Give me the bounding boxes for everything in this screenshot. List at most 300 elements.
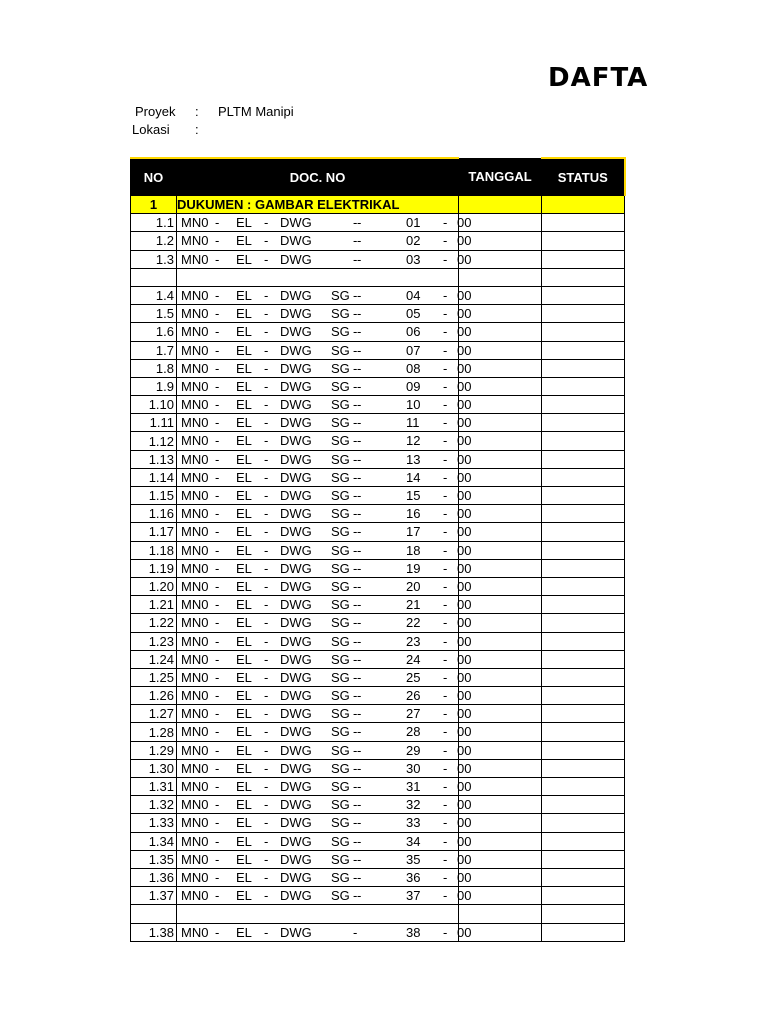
doc-number-part: - [357,506,362,522]
doc-number-cell [177,523,472,541]
section-status-cell [542,196,625,214]
status-cell [542,286,625,304]
doc-number-cell [177,850,472,868]
status-cell [542,759,625,777]
doc-number-part: DWG [280,742,312,758]
doc-number-part: - [443,542,448,558]
doc-number-part: EL [236,233,252,249]
row-number: 1.28 [131,723,177,741]
doc-number-part: - [353,397,358,413]
doc-number-part: - [443,306,448,322]
row-number: 1.14 [131,468,177,486]
doc-number-cell [177,778,472,796]
doc-number-part: - [264,578,269,594]
doc-number-part: - [353,324,358,340]
doc-number-part: - [353,797,358,813]
table-row [131,286,625,304]
doc-number-part: - [357,797,362,813]
doc-number-part: - [357,815,362,831]
status-cell [542,868,625,886]
doc-number-part: - [443,360,448,376]
doc-number-part: SG [331,597,350,613]
doc-number-part: SG [331,706,350,722]
doc-number-part: DWG [280,342,312,358]
doc-number-part: 00 [457,560,472,576]
doc-number-part: 32 [406,797,421,813]
doc-number-part: SG [331,869,350,885]
doc-number-part: - [443,833,448,849]
doc-number-part: - [357,651,362,667]
doc-number-part: - [443,324,448,340]
table-row [131,468,625,486]
table-row [131,850,625,868]
doc-number-part: - [353,287,358,303]
doc-number-part: EL [236,306,252,322]
doc-number-part: 03 [406,251,421,267]
doc-number-part: - [264,560,269,576]
status-cell [542,596,625,614]
doc-number-part: - [215,633,220,649]
doc-number-part: EL [236,469,252,485]
doc-number-part: EL [236,615,252,631]
doc-number-cell [177,723,472,741]
status-cell [542,250,625,268]
doc-number-part: - [353,378,358,394]
status-cell [542,905,625,923]
doc-number-part: MN0 [181,306,209,322]
doc-number-part: EL [236,524,252,540]
doc-number-part: - [443,724,448,740]
doc-number-part: MN0 [181,742,209,758]
doc-number-cell [177,541,472,559]
table-row [131,232,625,250]
doc-number-part: DWG [280,578,312,594]
doc-number-part: - [357,742,362,758]
status-cell [542,505,625,523]
doc-number-part: EL [236,797,252,813]
doc-number-part: 00 [457,888,472,904]
row-number: 1.33 [131,814,177,832]
doc-number-part: 14 [406,469,421,485]
row-number: 1.17 [131,523,177,541]
doc-number-part: - [264,233,269,249]
doc-number-part: 00 [457,324,472,340]
doc-number-part: - [215,306,220,322]
doc-number-part: - [443,397,448,413]
doc-number-part: - [264,597,269,613]
status-cell [542,268,625,286]
doc-number-cell [177,687,472,705]
doc-number-part: - [264,669,269,685]
table-row [131,614,625,632]
doc-number-part: EL [236,506,252,522]
doc-number-part: - [264,706,269,722]
doc-number-part: DWG [280,888,312,904]
doc-number-part: - [215,287,220,303]
status-cell [542,723,625,741]
doc-number-part: 00 [457,506,472,522]
table-row [131,905,625,923]
doc-number-part: MN0 [181,888,209,904]
doc-number-part: - [215,578,220,594]
doc-number-part: - [264,888,269,904]
doc-number-part: EL [236,815,252,831]
project-separator: : [195,104,199,119]
doc-number-part: MN0 [181,469,209,485]
table-row [131,778,625,796]
doc-number-part: 07 [406,342,421,358]
doc-number-part: SG [331,397,350,413]
doc-number-part: - [443,760,448,776]
doc-number-part: - [215,651,220,667]
doc-number-part: - [353,651,358,667]
doc-number-part: SG [331,378,350,394]
doc-number-part: SG [331,760,350,776]
doc-number-part: - [353,779,358,794]
doc-number-part: DWG [280,815,312,831]
row-number: 1.24 [131,650,177,668]
doc-number-part: - [264,688,269,704]
table-row [131,887,625,905]
doc-number-part: 00 [457,797,472,813]
doc-number-part: 27 [406,706,421,722]
doc-number-part: EL [236,742,252,758]
doc-number-part: SG [331,506,350,522]
table-row [131,341,625,359]
doc-number-part: - [443,615,448,631]
doc-number-part: - [215,779,220,794]
row-number: 1.35 [131,850,177,868]
doc-number-part: - [443,287,448,303]
doc-number-part: DWG [280,633,312,649]
doc-number-part: - [264,924,269,940]
doc-number-part: 00 [457,451,472,467]
doc-number-cell [177,559,472,577]
doc-number-part: - [215,215,220,231]
doc-number-part: - [215,560,220,576]
table-row [131,487,625,505]
doc-number-cell [177,414,472,432]
doc-number-part: - [353,542,358,558]
table-row [131,741,625,759]
row-number: 1.1 [131,214,177,232]
doc-number-cell [177,377,472,395]
doc-number-part: - [215,451,220,467]
doc-number-part: - [264,469,269,485]
doc-number-part: - [353,233,358,249]
doc-number-part: EL [236,287,252,303]
row-number: 1.16 [131,505,177,523]
doc-number-part: DWG [280,469,312,485]
doc-number-part: MN0 [181,669,209,685]
doc-number-part: - [357,560,362,576]
doc-number-cell [177,614,472,632]
doc-number-part: - [443,578,448,594]
doc-number-part: - [264,215,269,231]
doc-number-cell [177,432,472,450]
doc-number-part: MN0 [181,869,209,885]
status-cell [542,632,625,650]
doc-number-part: - [353,833,358,849]
status-cell [542,487,625,505]
row-number: 1.34 [131,832,177,850]
doc-number-cell [177,359,472,377]
doc-number-part: SG [331,888,350,904]
doc-number-part: DWG [280,215,312,231]
doc-number-part: - [353,578,358,594]
doc-number-cell [177,505,472,523]
doc-number-part: - [357,433,362,449]
doc-number-part: 00 [457,706,472,722]
doc-number-part: - [353,342,358,358]
doc-number-part: EL [236,851,252,867]
table-row [131,323,625,341]
doc-number-cell [177,796,472,814]
doc-number-part: - [353,451,358,467]
doc-number-part: EL [236,869,252,885]
doc-number-part: 00 [457,760,472,776]
doc-number-part: - [264,397,269,413]
doc-number-part: - [443,706,448,722]
doc-number-part: 00 [457,724,472,740]
status-cell [542,668,625,686]
doc-number-part: - [215,342,220,358]
doc-number-part: EL [236,560,252,576]
doc-number-part: - [215,669,220,685]
doc-number-part: - [443,597,448,613]
doc-number-part: DWG [280,378,312,394]
doc-number-cell [177,741,472,759]
doc-number-part: - [215,888,220,904]
doc-number-part: - [353,215,358,231]
doc-number-part: 00 [457,924,472,940]
table-row [131,650,625,668]
doc-number-part: - [443,469,448,485]
doc-number-part: - [443,851,448,867]
doc-number-part: - [264,306,269,322]
doc-number-part: - [215,742,220,758]
doc-number-part: EL [236,760,252,776]
doc-number-part: SG [331,851,350,867]
doc-number-cell [177,650,472,668]
status-cell [542,887,625,905]
doc-number-part: DWG [280,869,312,885]
doc-number-cell [177,705,472,723]
row-number: 1.7 [131,341,177,359]
doc-number-part: - [264,378,269,394]
doc-number-cell [177,305,472,323]
doc-number-part: - [357,287,362,303]
table-row [131,632,625,650]
row-number: 1.5 [131,305,177,323]
doc-number-part: - [357,469,362,485]
doc-number-part: 00 [457,433,472,449]
doc-number-part: SG [331,342,350,358]
doc-number-part: - [215,706,220,722]
status-cell [542,614,625,632]
doc-number-part: - [353,706,358,722]
row-number: 1.4 [131,286,177,304]
doc-number-part: - [353,415,358,431]
doc-number-part: - [353,815,358,831]
doc-number-part: - [353,360,358,376]
doc-number-part: - [357,888,362,904]
table-row [131,268,625,286]
status-cell [542,232,625,250]
doc-number-part: - [443,233,448,249]
doc-number-part: 00 [457,524,472,540]
doc-number-part: - [215,724,220,740]
doc-number-part: SG [331,651,350,667]
doc-number-cell [177,323,472,341]
doc-number-part: - [357,706,362,722]
doc-number-part: DWG [280,233,312,249]
doc-number-part: EL [236,415,252,431]
doc-number-part: EL [236,215,252,231]
doc-number-part: - [264,360,269,376]
doc-number-part: 16 [406,506,421,522]
doc-number-part: - [264,633,269,649]
doc-number-part: DWG [280,597,312,613]
doc-number-part: SG [331,688,350,704]
doc-number-part: - [215,469,220,485]
doc-number-cell [177,286,472,304]
doc-number-part: - [215,415,220,431]
doc-number-part: - [443,506,448,522]
doc-number-part: 22 [406,615,421,631]
header-no: NO [131,158,177,196]
doc-number-part: - [357,488,362,503]
table-row [131,814,625,832]
table-row [131,868,625,886]
doc-number-part: 18 [406,542,421,558]
doc-number-part: - [443,633,448,649]
doc-number-part: DWG [280,287,312,303]
doc-number-part: - [353,524,358,540]
table-row [131,359,625,377]
doc-number-part: 17 [406,524,421,540]
doc-number-part: SG [331,779,350,794]
status-cell [542,796,625,814]
doc-number-part: DWG [280,615,312,631]
doc-number-part: - [443,815,448,831]
doc-number-part: - [357,542,362,558]
doc-number-part: 21 [406,597,421,613]
doc-number-part: DWG [280,488,312,503]
doc-number-part: - [353,851,358,867]
doc-number-part: EL [236,688,252,704]
doc-number-part: - [357,251,362,267]
doc-number-part: 00 [457,833,472,849]
doc-number-part: SG [331,615,350,631]
doc-number-part: SG [331,324,350,340]
doc-number-part: DWG [280,851,312,867]
doc-number-part: 00 [457,360,472,376]
doc-number-part: 00 [457,669,472,685]
table-row [131,396,625,414]
status-cell [542,850,625,868]
status-cell [542,741,625,759]
doc-number-part: - [264,724,269,740]
header-tanggal: TANGGAL [459,158,542,196]
doc-number-part: - [357,869,362,885]
doc-number-part: 00 [457,597,472,613]
doc-number-part: DWG [280,797,312,813]
doc-number-part: SG [331,633,350,649]
doc-number-part: DWG [280,360,312,376]
doc-number-part: - [264,833,269,849]
doc-number-cell [177,668,472,686]
doc-number-part: - [264,651,269,667]
table-row [131,923,625,941]
doc-number-part: MN0 [181,633,209,649]
doc-number-part: 00 [457,397,472,413]
row-number: 1.21 [131,596,177,614]
status-cell [542,450,625,468]
doc-number-part: SG [331,287,350,303]
row-number: 1.3 [131,250,177,268]
doc-number-part: 00 [457,306,472,322]
doc-number-part: SG [331,578,350,594]
doc-number-part: SG [331,433,350,449]
table-row [131,596,625,614]
doc-number-part: - [264,324,269,340]
doc-number-part: 00 [457,215,472,231]
doc-number-part: - [357,851,362,867]
table-row [131,723,625,741]
doc-number-cell [177,487,472,505]
row-number: 1.19 [131,559,177,577]
doc-number-part: 20 [406,578,421,594]
status-cell [542,559,625,577]
doc-number-part: SG [331,669,350,685]
doc-number-part: MN0 [181,233,209,249]
location-separator: : [195,122,199,137]
status-cell [542,832,625,850]
doc-number-part: 00 [457,633,472,649]
doc-number-part: SG [331,560,350,576]
doc-number-part: SG [331,306,350,322]
doc-number-part: 00 [457,415,472,431]
row-number: 1.2 [131,232,177,250]
doc-number-part: - [353,869,358,885]
doc-number-part: MN0 [181,506,209,522]
doc-number-part: 23 [406,633,421,649]
table-row [131,759,625,777]
project-label: Proyek [135,104,176,119]
doc-number-part: SG [331,524,350,540]
doc-number-part: - [357,688,362,704]
doc-number-part: - [353,724,358,740]
doc-number-part: MN0 [181,433,209,449]
doc-number-part: 00 [457,542,472,558]
doc-number-part: EL [236,888,252,904]
doc-number-part: - [264,342,269,358]
table-row [131,250,625,268]
doc-number-cell [177,396,472,414]
doc-number-cell [177,887,472,905]
doc-number-part: - [353,888,358,904]
doc-number-part: - [353,669,358,685]
doc-number-part: MN0 [181,397,209,413]
doc-number-part: DWG [280,506,312,522]
doc-number-part: MN0 [181,287,209,303]
doc-number-part: - [357,633,362,649]
doc-number-part: - [357,378,362,394]
row-number: 1.25 [131,668,177,686]
doc-number-part: EL [236,378,252,394]
doc-number-part: - [357,779,362,794]
